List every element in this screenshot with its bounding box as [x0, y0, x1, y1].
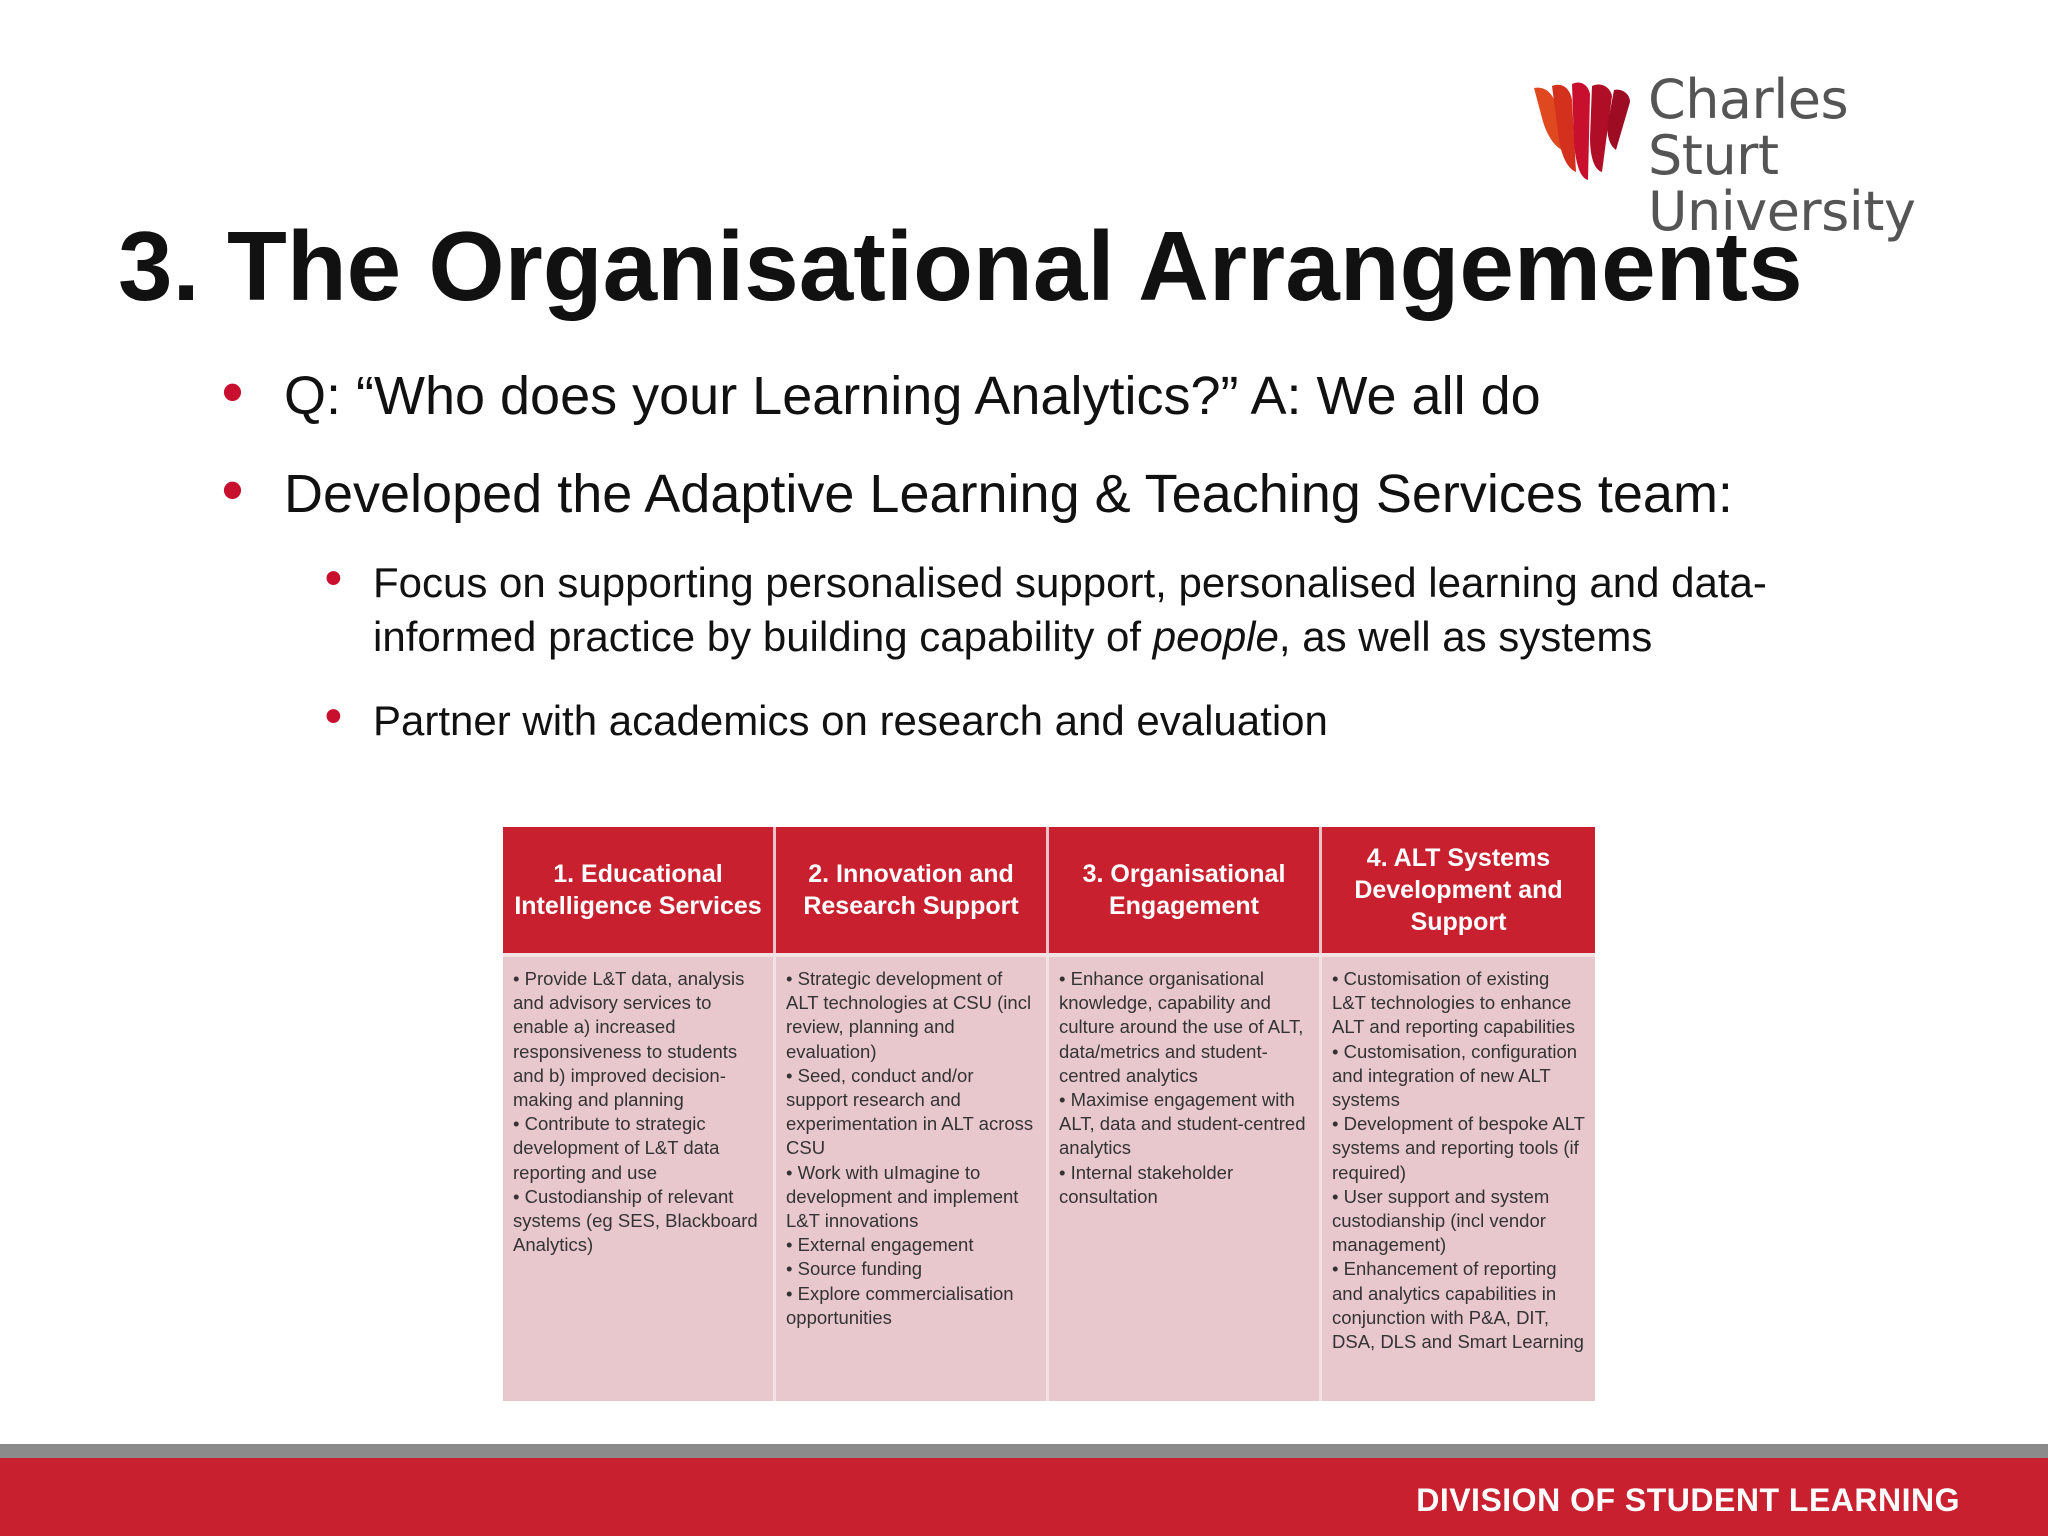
bullet-item: [222, 456, 1733, 526]
bullet-text: Developed the Adaptive Learning & Teaching Services team:: [284, 464, 1733, 524]
table-header-cell: 3. Organisational Engagement: [1049, 827, 1322, 953]
slide-title: 3. The Organisational Arrangements: [118, 211, 1803, 321]
table-cell-item: • Enhancement of reporting and analytics capabilities in conjunction with P&A, DIT, DSA, DLS and Smart Learning: [1332, 1258, 1584, 1353]
table-row: [503, 953, 1595, 1401]
table-cell-item: • Development of bespoke ALT systems and reporting tools (if required): [1332, 1113, 1585, 1183]
table-cell-item: • Custodianship of relevant systems (eg SES, Blackboard Analytics): [513, 1185, 758, 1256]
sub-bullet-text-after: , as well as systems: [1278, 613, 1653, 660]
sub-bullet-text-before: Focus on supporting personalised support, personalised learning and data-informed practice by building capability of: [373, 559, 1767, 660]
table-cell-item: • Seed, conduct and/or support research and experimentation in ALT across CSU: [786, 1064, 1034, 1159]
university-logo-mark-icon: [1532, 80, 1632, 185]
table-cell-item: • Provide L&T data, analysis and advisory services to enable a) increased responsiveness to students and b) improved decision-making and planning: [513, 968, 745, 1111]
sub-bullet-item: [325, 690, 1903, 748]
logo-line-2: University: [1648, 180, 1916, 243]
table-cell-item: • Explore commercialisation opportunities: [786, 1282, 1014, 1328]
sub-bullet-text: Partner with academics on research and evaluation: [373, 697, 1328, 744]
table-cell-item: • Customisation of existing L&T technologies to enhance ALT and reporting capabilities: [1332, 968, 1576, 1038]
table-cell-item: • Enhance organisational knowledge, capability and culture around the use of ALT, data/metrics and student-centred analytics: [1059, 968, 1304, 1086]
table-cell-item: • User support and system custodianship (incl vendor management): [1332, 1185, 1550, 1256]
table-cell-innovation-research: [776, 953, 1049, 1401]
table-header-cell: 4. ALT Systems Development and Support: [1322, 827, 1595, 953]
bullet-dot-icon: •: [325, 690, 342, 743]
table-header-row: [503, 827, 1595, 953]
footer-bar: [0, 1458, 2048, 1536]
table-cell-item: • Internal stakeholder consultation: [1059, 1161, 1234, 1207]
logo-line-1: Charles Sturt: [1648, 68, 1849, 187]
table-cell-item: • Strategic development of ALT technologies at CSU (incl review, planning and evaluation): [786, 968, 1032, 1062]
bullet-dot-icon: •: [222, 456, 244, 523]
university-logo: [1532, 68, 1992, 243]
table-cell-item: • Customisation, configuration and integration of new ALT systems: [1332, 1040, 1578, 1111]
team-structure-table: [503, 827, 1595, 1401]
table-cell-item: • Work with uImagine to development and implement L&T innovations: [786, 1161, 1019, 1232]
bullet-text: Q: “Who does your Learning Analytics?” A: We all do: [284, 366, 1541, 426]
table-header-cell: 1. Educational Intelligence Services: [503, 827, 776, 953]
bullet-item: [222, 358, 1541, 428]
sub-bullet-emphasis: people: [1152, 613, 1279, 660]
table-cell-alt-systems: [1322, 953, 1595, 1401]
footer-text: DIVISION OF STUDENT LEARNING: [1416, 1482, 1960, 1518]
table-header-cell: 2. Innovation and Research Support: [776, 827, 1049, 953]
table-cell-educational-intelligence: [503, 953, 776, 1401]
bullet-dot-icon: •: [325, 552, 342, 605]
bullet-dot-icon: •: [222, 358, 244, 425]
table-cell-item: • Maximise engagement with ALT, data and student-centred analytics: [1059, 1089, 1306, 1159]
footer-divider: [0, 1444, 2048, 1458]
table-cell-item: • External engagement: [786, 1234, 974, 1256]
table-cell-organisational-engagement: [1049, 953, 1322, 1401]
sub-bullet-item: [325, 552, 1903, 664]
table-cell-item: • Contribute to strategic development of L&T data reporting and use: [513, 1113, 720, 1183]
table-cell-item: • Source funding: [786, 1258, 923, 1280]
